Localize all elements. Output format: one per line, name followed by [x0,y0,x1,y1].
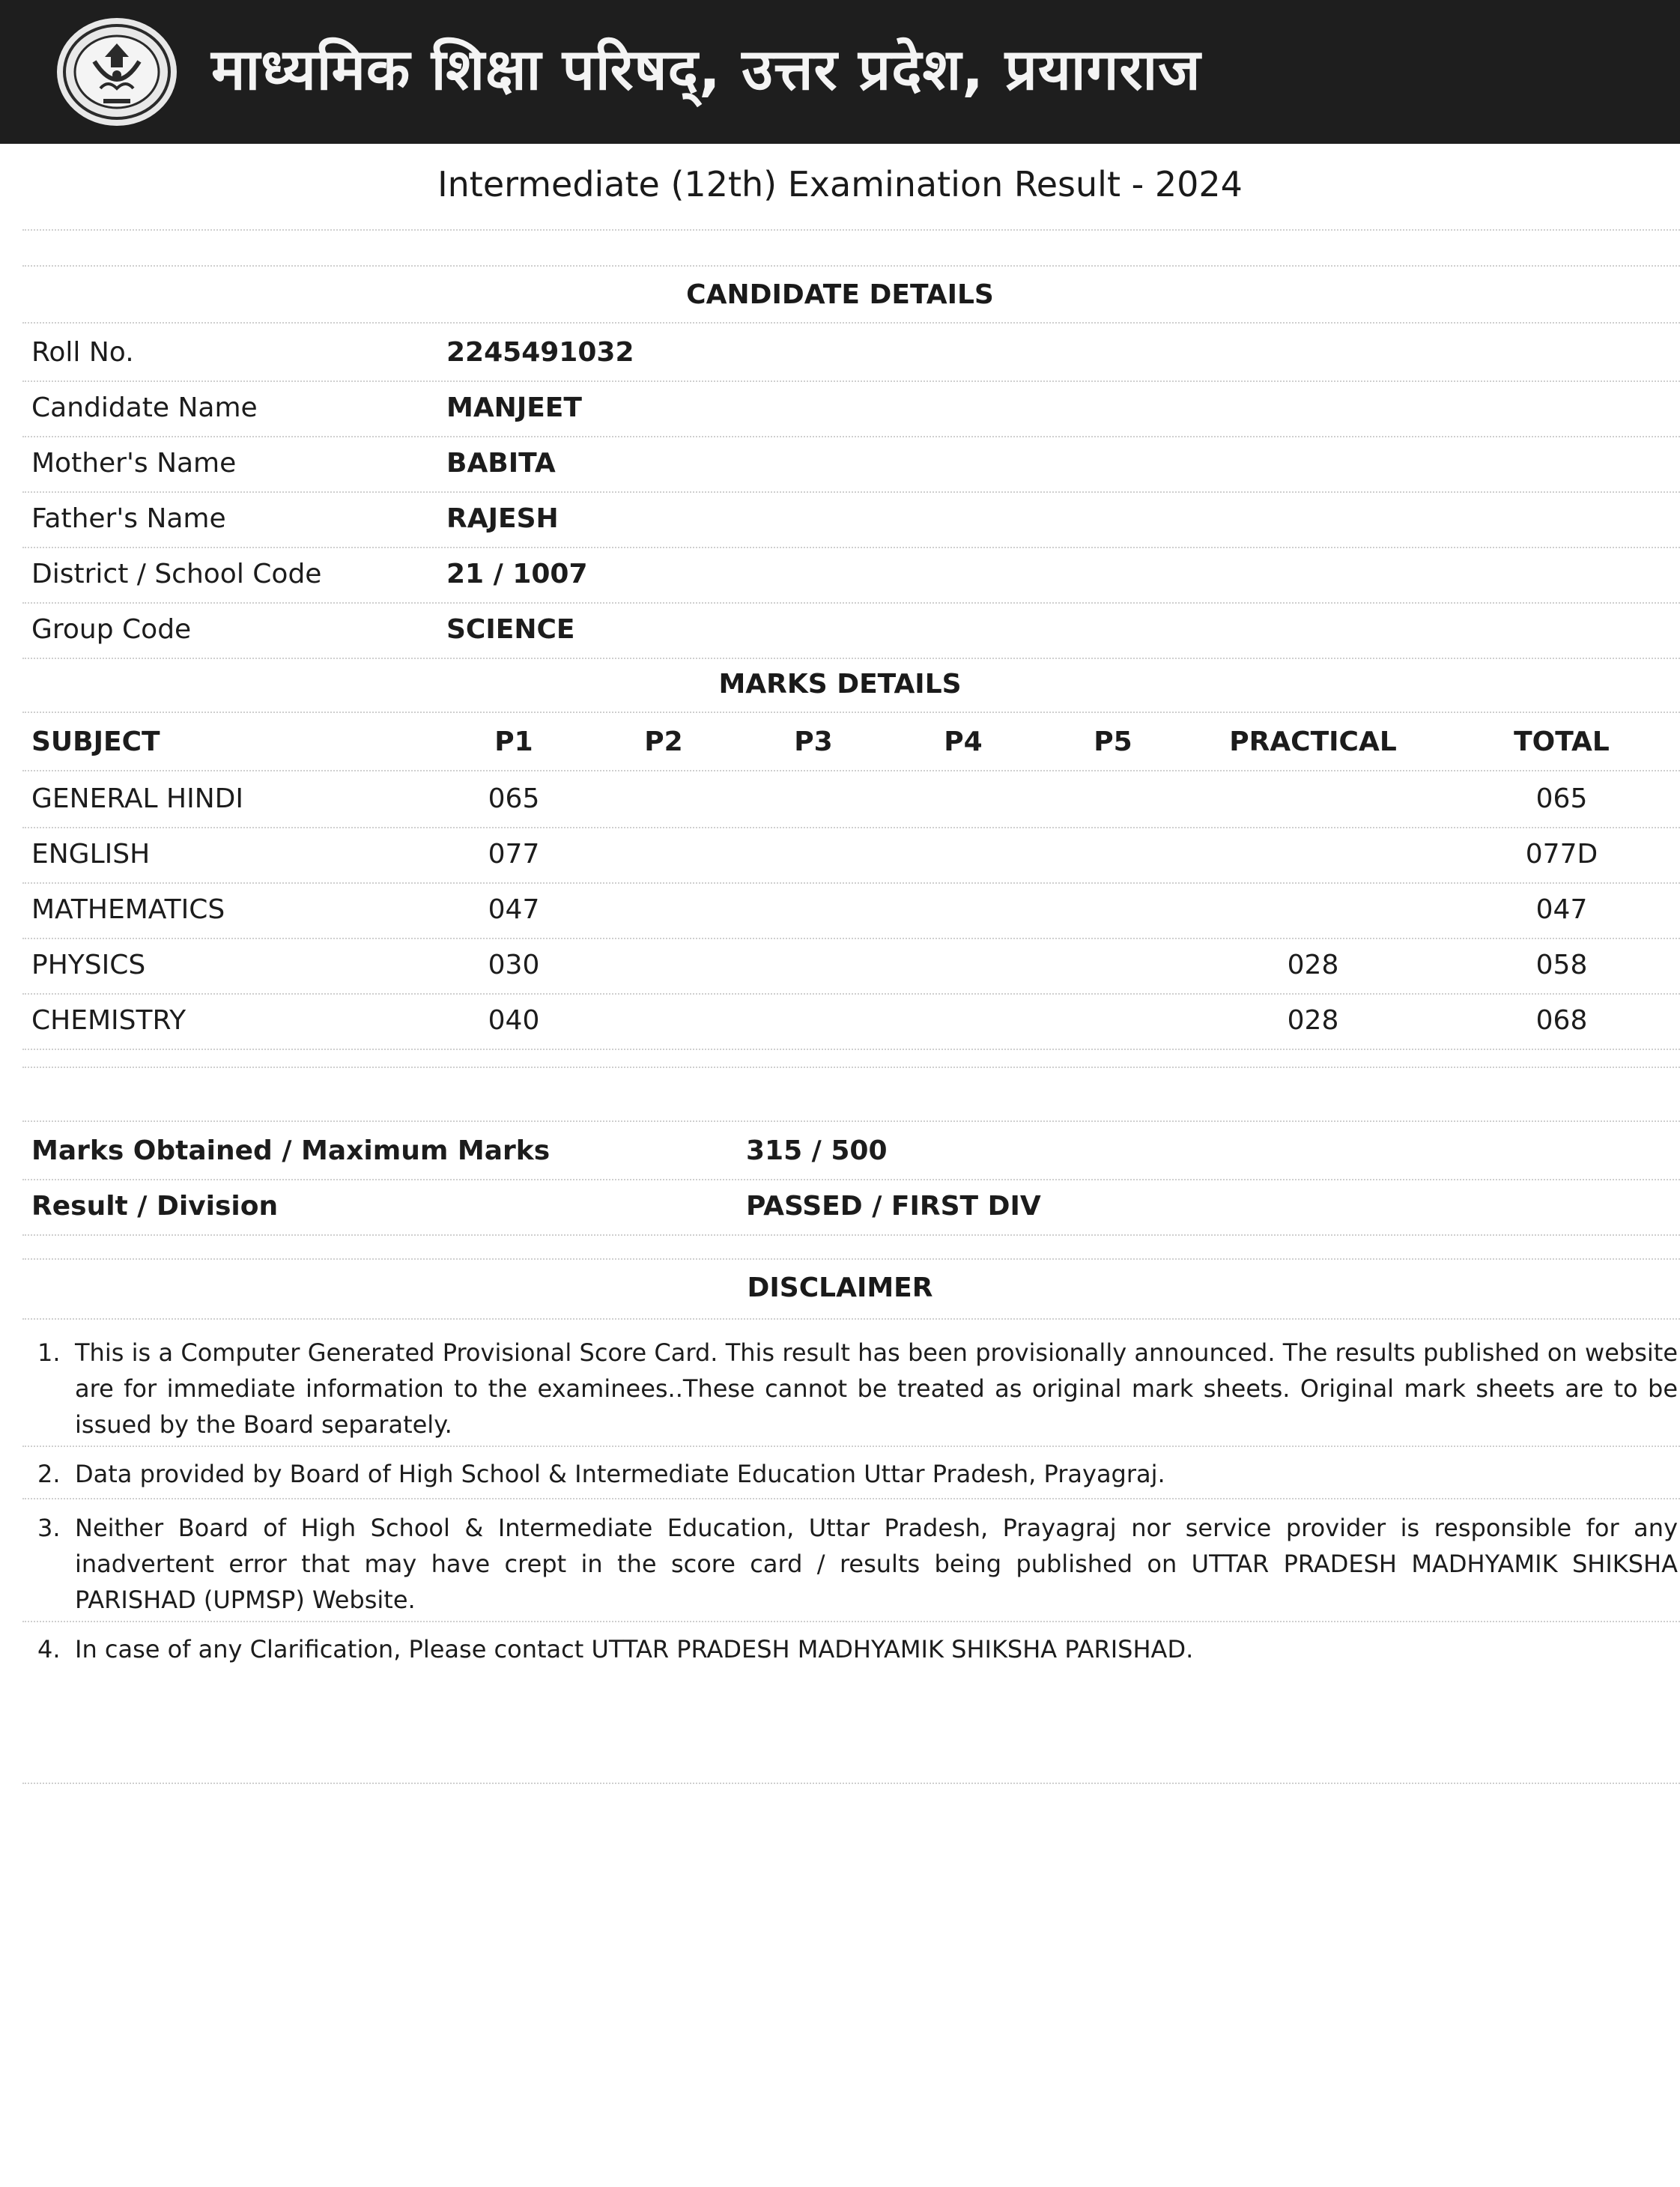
detail-value: SCIENCE [446,614,575,645]
column-header-p1: P1 [494,727,533,757]
divider [22,712,1680,713]
column-header-subject: SUBJECT [31,727,160,757]
detail-value: BABITA [446,448,556,479]
divider [22,1049,1680,1050]
practical-cell: 028 [1287,1005,1339,1036]
table-row [0,938,1680,993]
detail-row-district-school-code [0,547,1680,602]
divider [22,1621,1680,1622]
total-cell: 047 [1535,894,1588,925]
subject-cell: PHYSICS [31,950,146,980]
detail-value: RAJESH [446,503,559,534]
detail-row-roll-no [0,325,1680,380]
subject-cell: ENGLISH [31,839,151,870]
detail-value: MANJEET [446,392,582,423]
disclaimer-item [37,1631,1678,1667]
result-division-label: Result / Division [31,1191,279,1222]
practical-cell: 028 [1287,950,1339,980]
column-header-p4: P4 [944,727,983,757]
board-name-hindi: माध्यमिक शिक्षा परिषद्, उत्तर प्रदेश, प्रयागराज [211,36,1201,103]
marks-details-heading: MARKS DETAILS [718,669,962,700]
disclaimer-text: Neither Board of High School & Intermediate Education, Uttar Pradesh, Prayagraj nor service provider is responsible for any inadvertent error that may have crept in the score card / results being published on UTTAR PRADESH MADHYAMIK SHIKSHA PARISHAD (UPMSP) Website. [75,1514,1678,1614]
total-cell: 065 [1535,783,1588,814]
candidate-details-heading: CANDIDATE DETAILS [686,279,994,310]
p1-cell: 040 [488,1005,540,1036]
disclaimer-item [37,1510,1678,1618]
divider [22,265,1680,267]
up-government-seal-icon [54,15,180,129]
divider [22,1783,1680,1784]
divider [22,1234,1680,1236]
divider [22,658,1680,659]
disclaimer-text: This is a Computer Generated Provisional Score Card. This result has been provisionally announced. The results published on website are for immediate information to the examinees..These cannot be treated as original mark sheets. Original mark sheets are to be issued by the Board separately. [75,1338,1678,1439]
disclaimer-number: 4. [37,1635,61,1663]
total-cell: 058 [1535,950,1588,980]
table-row [0,827,1680,882]
header-banner [0,0,1680,144]
result-division-value: PASSED / FIRST DIV [746,1191,1041,1222]
disclaimer-heading: DISCLAIMER [747,1273,933,1303]
marks-obtained-value: 315 / 500 [746,1135,888,1166]
marks-table-header [0,715,1680,770]
marks-obtained-row [0,1123,1680,1179]
total-cell: 077D [1525,839,1598,870]
p1-cell: 077 [488,839,540,870]
p1-cell: 030 [488,950,540,980]
detail-row-father-name [0,491,1680,547]
disclaimer-number: 1. [37,1338,61,1367]
divider [22,229,1680,231]
p1-cell: 065 [488,783,540,814]
column-header-p5: P5 [1094,727,1132,757]
detail-value: 21 / 1007 [446,559,588,589]
detail-row-mother-name [0,436,1680,491]
disclaimer-number: 3. [37,1514,61,1542]
divider [22,1067,1680,1068]
disclaimer-text: Data provided by Board of High School & Intermediate Education Uttar Pradesh, Prayagraj. [75,1460,1165,1488]
table-row [0,993,1680,1049]
divider [22,1446,1680,1447]
exam-title: Intermediate (12th) Examination Result - 2024 [437,164,1243,204]
divider [22,322,1680,324]
column-header-total: TOTAL [1514,727,1610,757]
disclaimer-number: 2. [37,1460,61,1488]
divider [22,1120,1680,1122]
divider [22,1258,1680,1260]
disclaimer-item [37,1335,1678,1443]
total-cell: 068 [1535,1005,1588,1036]
column-header-p2: P2 [644,727,683,757]
detail-label: Group Code [31,614,192,645]
disclaimer-item [37,1456,1678,1492]
subject-cell: MATHEMATICS [31,894,225,925]
column-header-practical: PRACTICAL [1229,727,1397,757]
detail-value: 2245491032 [446,337,634,368]
divider [22,1498,1680,1499]
subject-cell: GENERAL HINDI [31,783,243,814]
detail-label: Father's Name [31,503,226,534]
detail-row-candidate-name [0,380,1680,436]
marks-obtained-label: Marks Obtained / Maximum Marks [31,1135,551,1166]
subject-cell: CHEMISTRY [31,1005,187,1036]
table-row [0,882,1680,938]
detail-label: District / School Code [31,559,322,589]
detail-label: Roll No. [31,337,134,368]
disclaimer-text: In case of any Clarification, Please contact UTTAR PRADESH MADHYAMIK SHIKSHA PARISHAD. [75,1635,1194,1663]
detail-row-group-code [0,602,1680,658]
result-division-row [0,1179,1680,1234]
divider [22,1318,1680,1320]
detail-label: Mother's Name [31,448,237,479]
column-header-p3: P3 [794,727,833,757]
detail-label: Candidate Name [31,392,258,423]
p1-cell: 047 [488,894,540,925]
table-row [0,771,1680,827]
